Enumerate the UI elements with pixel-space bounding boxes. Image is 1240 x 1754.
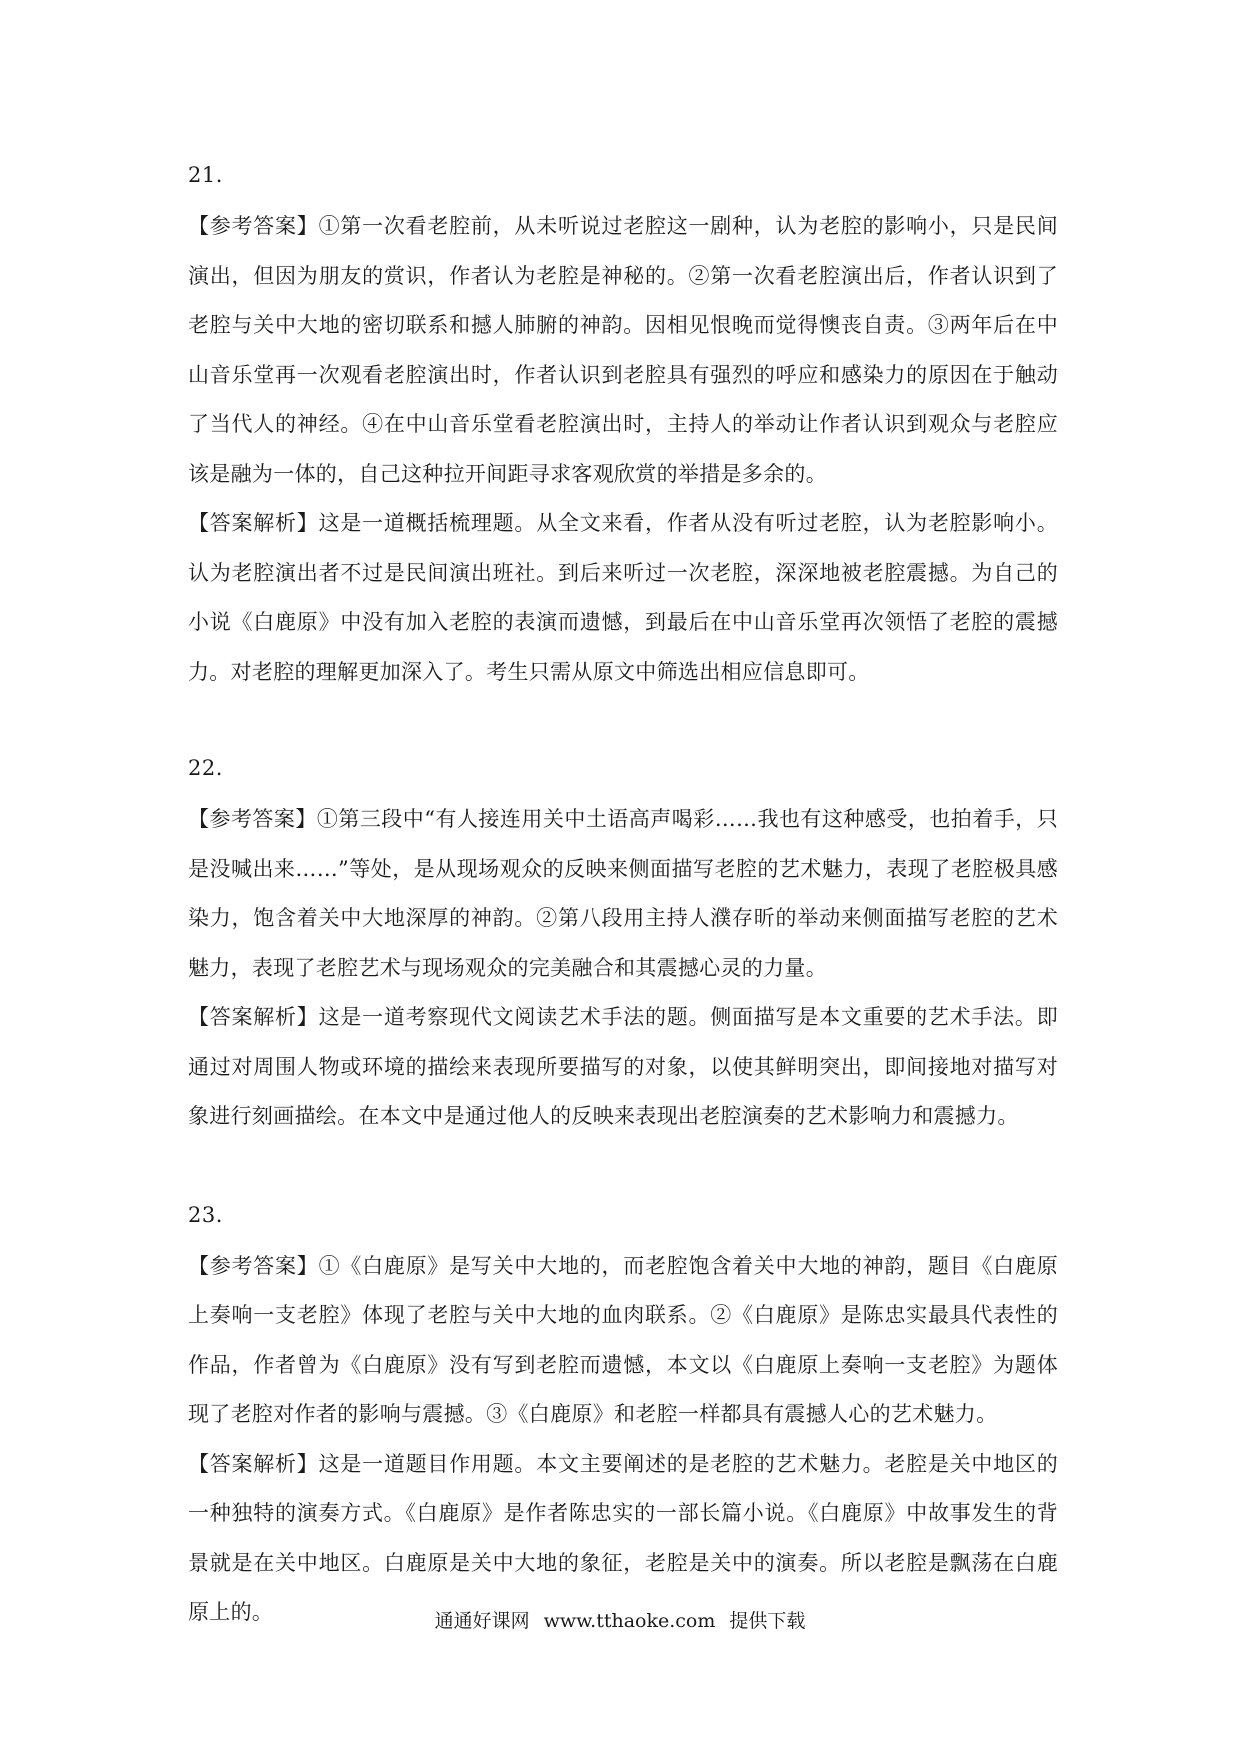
analysis-label: 【答案解析】 [188, 511, 319, 535]
answer-text: ①第三段中“有人接连用关中土语高声喝彩……我也有这种感受，也拍着手，只是没喊出来……”等处，是从现场观众的反映来侧面描写老腔的艺术魅力，表现了老腔极具感染力，饱含着关中大地深厚的神韵。②第八段用主持人濮存昕的举动来侧面描写老腔的艺术魅力，表现了老腔艺术与现场观众的完美融合和其震撼心灵的力量。 [188, 807, 1058, 980]
question-number: 23. [188, 1202, 223, 1227]
answer-text: ①《白鹿原》是写关中大地的，而老腔饱含着关中大地的神韵，题目《白鹿原上奏响一支老腔》体现了老腔与关中大地的血肉联系。②《白鹿原》是陈忠实最具代表性的作品，作者曾为《白鹿原》没有写到老腔而遗憾，本文以《白鹿原上奏响一支老腔》为题体现了老腔对作者的影响与震撼。③《白鹿原》和老腔一样都具有震撼人心的艺术魅力。 [188, 1253, 1058, 1426]
question-number: 21. [188, 163, 223, 187]
analysis-text: 这是一道考察现代文阅读艺术手法的题。侧面描写是本文重要的艺术手法。即通过对周围人物或环境的描绘来表现所要描写的对象，以使其鲜明突出，即间接地对描写对象进行刻画描绘。在本文中是通过他人的反映来表现出老腔演奏的艺术影响力和震撼力。 [188, 1005, 1058, 1128]
section-spacer [188, 1142, 1058, 1200]
question-23 [188, 1200, 1058, 1638]
footer-suffix: 提供下载 [729, 1610, 806, 1632]
reference-answer [188, 795, 1058, 993]
analysis-text: 这是一道概括梳理题。从全文来看，作者从没有听过老腔，认为老腔影响小。认为老腔演出者不过是民间演出班社。到后来听过一次老腔，深深地被老腔震撼。为自己的小说《白鹿原》中没有加入老腔的表演而遗憾，到最后在中山音乐堂再次领悟了老腔的震撼力。对老腔的理解更加深入了。考生只需从原文中筛选出相应信息即可。 [188, 511, 1058, 684]
answer-label: 【参考答案】 [188, 214, 319, 238]
answer-analysis [188, 993, 1058, 1142]
question-22 [188, 753, 1058, 1142]
footer-site-name: 通通好课网 [434, 1610, 530, 1632]
question-number: 22. [188, 756, 223, 780]
reference-answer [188, 1242, 1058, 1440]
answer-label: 【参考答案】 [188, 807, 317, 831]
page-footer [0, 1606, 1240, 1633]
analysis-label: 【答案解析】 [188, 1005, 319, 1029]
footer-url: www.tthaoke.com [543, 1610, 716, 1632]
answer-label: 【参考答案】 [188, 1253, 319, 1278]
answer-analysis [188, 499, 1058, 697]
reference-answer [188, 202, 1058, 499]
answer-text: ①第一次看老腔前，从未听说过老腔这一剧种，认为老腔的影响小，只是民间演出，但因为朋友的赏识，作者认为老腔是神秘的。②第一次看老腔演出后，作者认识到了老腔与关中大地的密切联系和撼人肺腑的神韵。因相见恨晚而觉得懊丧自责。③两年后在中山音乐堂再一次观看老腔演出时，作者认识到老腔具有强烈的呼应和感染力的原因在于触动了当代人的神经。④在中山音乐堂看老腔演出时，主持人的举动让作者认识到观众与老腔应该是融为一体的，自己这种拉开间距寻求客观欣赏的举措是多余的。 [188, 214, 1058, 486]
analysis-label: 【答案解析】 [188, 1451, 319, 1476]
section-spacer [188, 697, 1058, 753]
analysis-text: 这是一道题目作用题。本文主要阐述的是老腔的艺术魅力。老腔是关中地区的一种独特的演奏方式。《白鹿原》是作者陈忠实的一部长篇小说。《白鹿原》中故事发生的背景就是在关中地区。白鹿原是关中大地的象征，老腔是关中的演奏。所以老腔是飘荡在白鹿原上的。 [188, 1451, 1058, 1624]
document-body [188, 160, 1058, 1638]
question-21 [188, 160, 1058, 697]
